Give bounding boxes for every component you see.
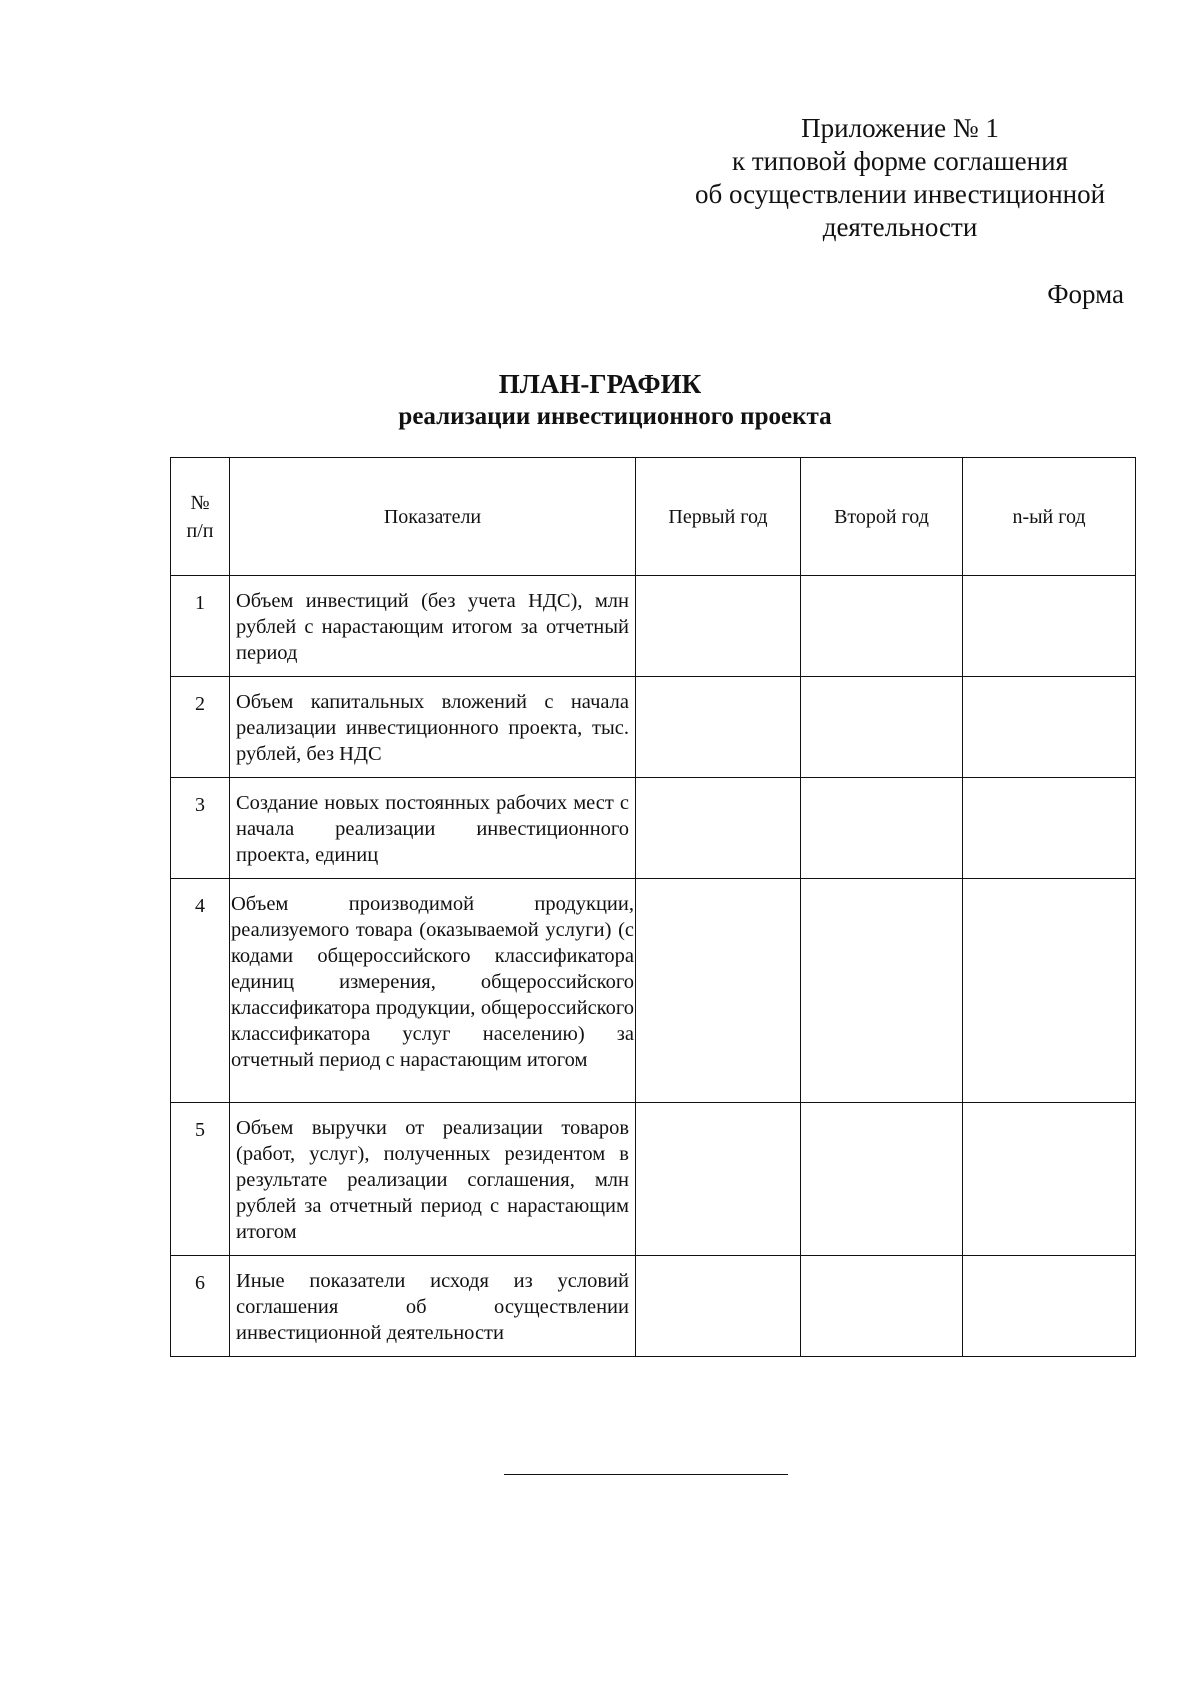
row-number: 2 (171, 677, 230, 778)
row-indicator: Создание новых постоянных рабочих мест с начала реализации инвестиционного проекта, единиц (230, 778, 636, 879)
cell-year-2[interactable] (801, 576, 963, 677)
row-number: 3 (171, 778, 230, 879)
cell-year-n[interactable] (963, 1103, 1136, 1256)
header-indicators: Показатели (230, 458, 636, 576)
appendix-line: деятельности (822, 212, 978, 242)
row-indicator: Объем выручки от реализации товаров (работ, услуг), полученных резидентом в результате реализации соглашения, млн рублей за отчетный период с нарастающим итогом (230, 1103, 636, 1256)
header-num-abbrev: п/п (186, 519, 214, 542)
cell-year-n[interactable] (963, 576, 1136, 677)
cell-year-2[interactable] (801, 1256, 963, 1357)
table-row (171, 677, 1136, 778)
row-number: 6 (171, 1256, 230, 1357)
table-header-row (171, 458, 1136, 576)
cell-year-2[interactable] (801, 879, 963, 1103)
closing-separator-line (504, 1474, 788, 1475)
cell-year-1[interactable] (636, 778, 801, 879)
cell-year-1[interactable] (636, 677, 801, 778)
cell-year-1[interactable] (636, 1256, 801, 1357)
table-row (171, 1256, 1136, 1357)
document-title (0, 368, 1200, 432)
cell-year-2[interactable] (801, 677, 963, 778)
header-year-n: n-ый год (963, 458, 1136, 576)
row-indicator: Иные показатели исходя из условий соглашения об осуществлении инвестиционной деятельности (230, 1256, 636, 1357)
row-number: 5 (171, 1103, 230, 1256)
header-num (171, 458, 230, 576)
appendix-line: об осуществлении инвестиционной (694, 179, 1106, 209)
table-row (171, 778, 1136, 879)
appendix-line: к типовой форме соглашения (732, 146, 1068, 176)
appendix-heading (660, 112, 1140, 244)
form-label: Форма (1047, 279, 1124, 309)
cell-year-n[interactable] (963, 879, 1136, 1103)
cell-year-2[interactable] (801, 1103, 963, 1256)
table-row (171, 1103, 1136, 1256)
title-subtitle: реализации инвестиционного проекта (398, 403, 832, 430)
cell-year-n[interactable] (963, 677, 1136, 778)
cell-year-1[interactable] (636, 576, 801, 677)
cell-year-n[interactable] (963, 778, 1136, 879)
table-row (171, 576, 1136, 677)
row-indicator: Объем инвестиций (без учета НДС), млн рублей с нарастающим итогом за отчетный период (230, 576, 636, 677)
header-year-2: Второй год (801, 458, 963, 576)
row-indicator: Объем производимой продукции, реализуемого товара (оказываемой услуги) (с кодами общероссийского классификатора единиц измерения, общероссийского классификатора продукции, общероссийского классификатора услуг населению) за отчетный период с нарастающим итогом (230, 879, 636, 1103)
appendix-line: Приложение № 1 (801, 113, 999, 143)
cell-year-1[interactable] (636, 879, 801, 1103)
title-main: ПЛАН-ГРАФИК (498, 369, 702, 399)
header-num-symbol: № (190, 491, 210, 514)
cell-year-1[interactable] (636, 1103, 801, 1256)
row-number: 1 (171, 576, 230, 677)
row-number: 4 (171, 879, 230, 1103)
table-row (171, 879, 1136, 1103)
header-year-1: Первый год (636, 458, 801, 576)
cell-year-n[interactable] (963, 1256, 1136, 1357)
row-indicator: Объем капитальных вложений с начала реализации инвестиционного проекта, тыс. рублей, без НДС (230, 677, 636, 778)
cell-year-2[interactable] (801, 778, 963, 879)
plan-schedule-table (170, 457, 1136, 1357)
